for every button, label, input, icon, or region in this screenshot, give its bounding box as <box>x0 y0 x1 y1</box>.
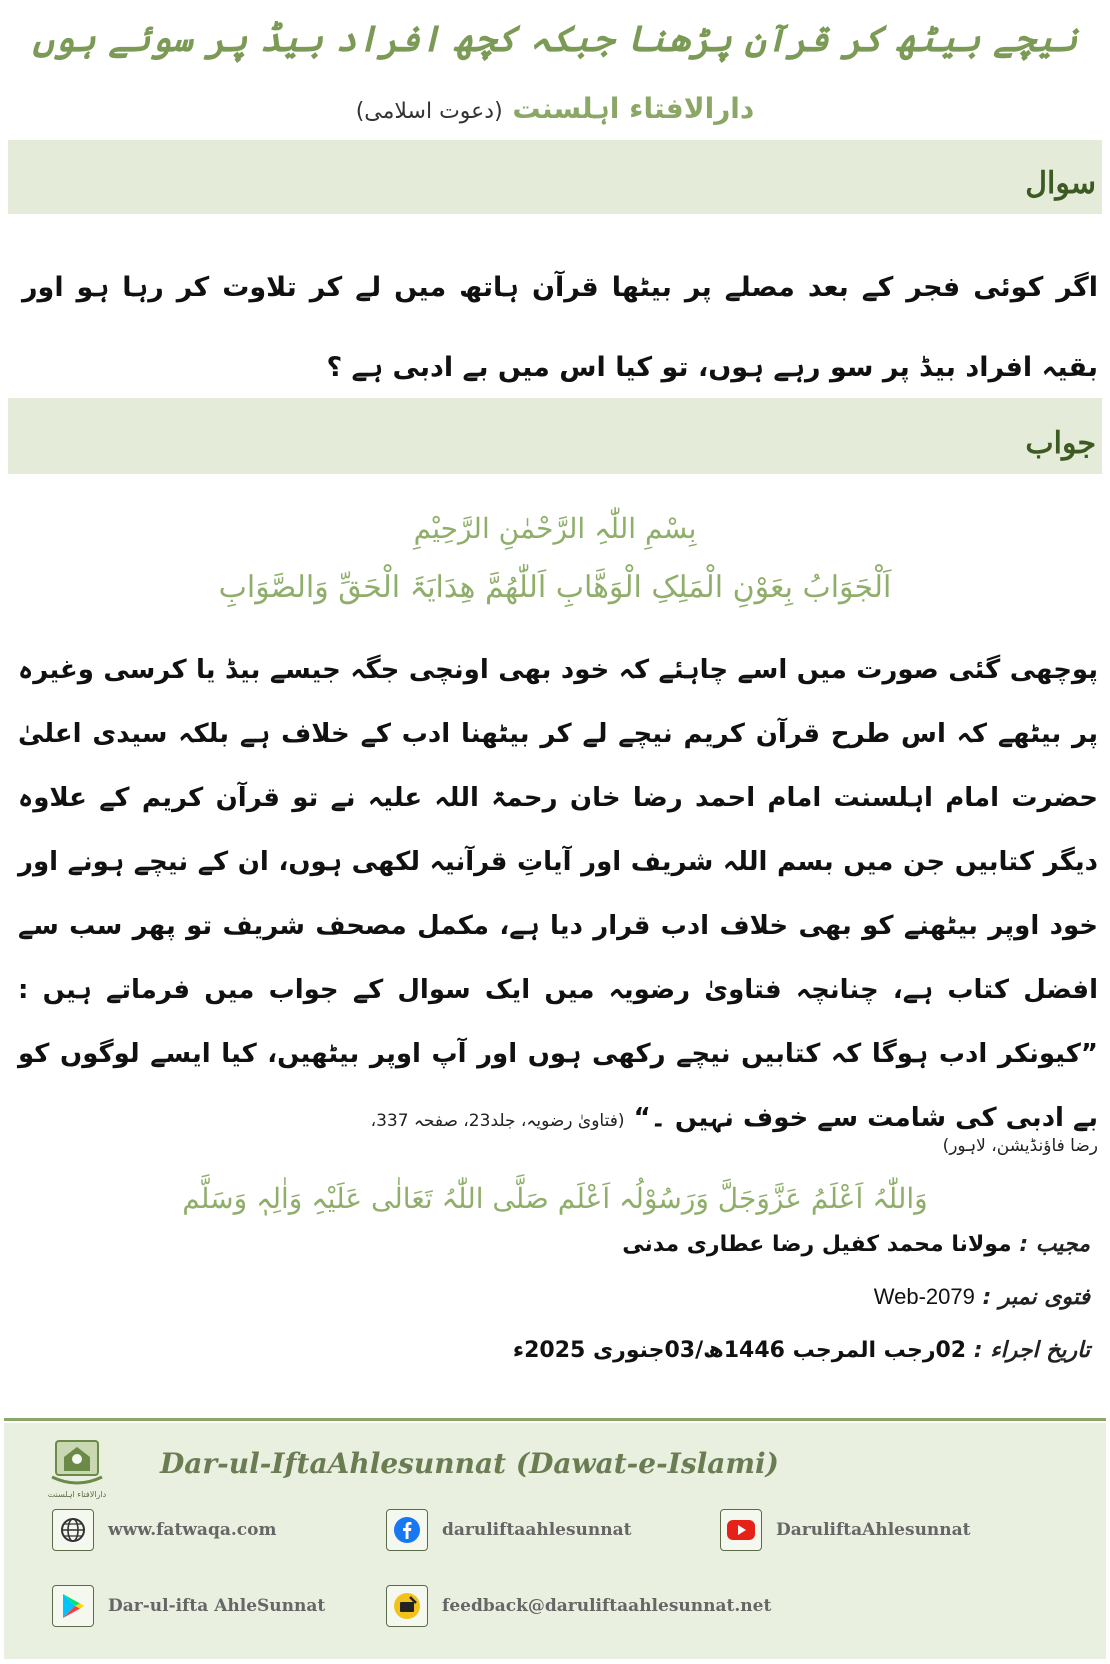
answer-opening: اَلْجَوَابُ بِعَوْنِ الْمَلِکِ الْوَھَّابِ اَللّٰھُمَّ ھِدَایَۃَ الْحَقِّ وَالصَّوَابِ <box>218 570 892 605</box>
question-header <box>8 140 1102 214</box>
citation: (فتاویٰ رضویہ، جلد23، صفحہ 337، <box>370 1111 625 1131</box>
answer-body <box>18 638 1098 1153</box>
facebook-link[interactable] <box>386 1509 631 1551</box>
facebook-icon <box>386 1509 428 1551</box>
facebook-text[interactable]: daruliftaahlesunnat <box>442 1520 632 1540</box>
play-store-icon <box>52 1585 94 1627</box>
publisher-name: دارالافتاء اہلسنت <box>512 92 755 125</box>
publisher-org: (دعوت اسلامی) <box>355 99 503 124</box>
bismillah: بِسْمِ اللّٰہِ الرَّحْمٰنِ الرَّحِیْمِ <box>413 512 697 545</box>
date-row <box>513 1338 1090 1363</box>
globe-icon <box>52 1509 94 1551</box>
mujeeb-value: مولانا محمد کفیل رضا عطاری مدنی <box>622 1232 1012 1257</box>
youtube-text[interactable]: DaruliftaAhlesunnat <box>776 1520 971 1540</box>
answer-label: جواب <box>1025 426 1096 461</box>
email-link[interactable] <box>386 1585 771 1627</box>
feedback-icon <box>386 1585 428 1627</box>
dar-ul-ifta-logo <box>46 1437 108 1503</box>
closing-dua: وَاللّٰہُ اَعْلَمُ عَزَّوَجَلَّ وَرَسُوْلُہ اَعْلَم صَلَّی اللّٰہُ تَعَالٰی عَلَیْہِ وَاٰلِہٖ وَسَلَّم <box>182 1182 928 1215</box>
mujeeb-row <box>622 1232 1090 1257</box>
email-text[interactable]: feedback@daruliftaahlesunnat.net <box>442 1596 772 1616</box>
youtube-link[interactable] <box>720 1509 971 1551</box>
youtube-icon <box>720 1509 762 1551</box>
question-text: اگر کوئی فجر کے بعد مصلے پر بیٹھا قرآن ہاتھ میں لے کر تلاوت کر رہا ہو اور بقیہ افراد بیڈ پر سو رہے ہوں، تو کیا اس میں بے ادبی ہے ؟ <box>22 272 1098 383</box>
page-subtitle <box>0 92 1110 125</box>
svg-text:دارالافتاء اہلسنت: دارالافتاء اہلسنت <box>47 1490 107 1499</box>
date-label: تاریخ اجراء : <box>973 1338 1090 1363</box>
date-value: 02رجب المرجب 1446ھ/03جنوری 2025ء <box>512 1338 967 1363</box>
fatwa-value: Web-2079 <box>873 1284 975 1309</box>
answer-body-text: پوچھی گئی صورت میں اسے چاہئے کہ خود بھی اونچی جگہ جیسے بیڈ یا کرسی وغیرہ پر بیٹھے کہ اس طرح قرآن کریم نیچے لے کر بیٹھنا ادب کے خلاف ہے بلکہ سیدی اعلیٰ حضرت امام اہلسنت امام احمد رضا خان رحمۃ اللہ علیہ نے تو قرآن کریم کے علاوہ دیگر کتابیں جن میں بسم اللہ شریف اور آیاتِ قرآنیہ لکھی ہوں، ان کے نیچے ہونے اور خود اوپر بیٹھنے کو بھی خلاف ادب قرار دیا ہے، مکمل مصحف شریف تو پھر سب سے افضل کتاب ہے، چنانچہ فتاویٰ رضویہ میں ایک سوال کے جواب میں فرماتے ہیں : ”کیونکر ادب ہوگا کہ کتابیں نیچے رکھی ہوں اور آپ اوپر بیٹھیں، کیا ایسے لوگوں کو بے ادبی کی شامت سے خوف نہیں ۔“ <box>18 655 1099 1133</box>
playstore-text[interactable]: Dar-ul-ifta AhleSunnat <box>108 1596 326 1616</box>
page-title: نیچے بیٹھ کر قرآن پڑھنا جبکہ کچھ افراد بیڈ پر سوئے ہوں <box>32 18 1078 60</box>
website-link[interactable] <box>52 1509 276 1551</box>
answer-header <box>8 398 1102 474</box>
footer-brand: Dar-ul-IftaAhlesunnat (Dawat-e-Islami) <box>160 1447 779 1480</box>
question-label: سوال <box>1025 166 1096 201</box>
footer <box>4 1423 1106 1659</box>
footer-divider <box>4 1418 1106 1421</box>
mujeeb-label: مجیب : <box>1019 1232 1090 1257</box>
fatwa-label: فتوی نمبر : <box>982 1285 1090 1310</box>
playstore-link[interactable] <box>52 1585 325 1627</box>
citation-continued: رضا فاؤنڈیشن، لاہور) <box>942 1136 1098 1156</box>
website-text[interactable]: www.fatwaqa.com <box>108 1520 277 1540</box>
fatwa-number-row <box>874 1284 1090 1310</box>
